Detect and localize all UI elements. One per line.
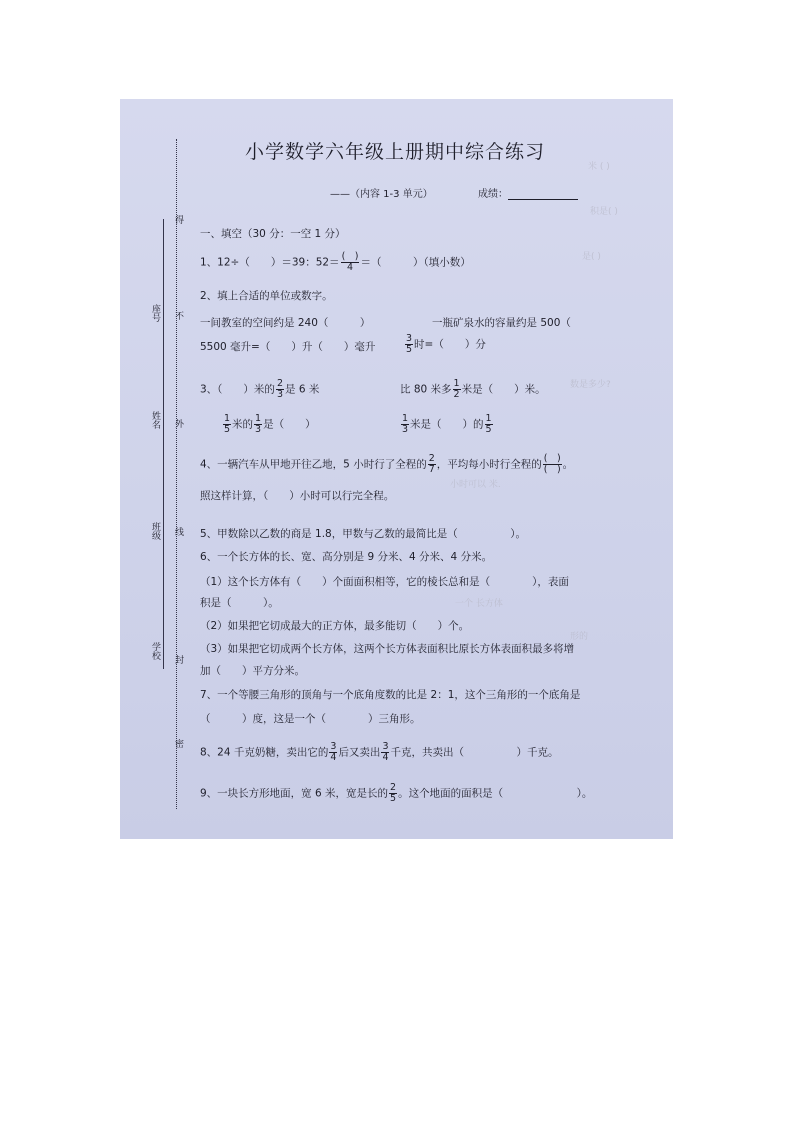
score-field [478,185,578,200]
q4-text-b: ，平均每小时行全程的 [436,458,542,471]
seal-char: 不 [173,311,183,320]
question-7: 7、一个等腰三角形的顶角与一个底角度数的比是 2：1，这个三角形的一个底角是 [200,689,581,701]
q4-fraction [428,454,436,475]
fraction-denominator: 4 [382,752,389,763]
q9-text-a: 9、一块长方形地面，宽 6 米，宽是长的 [200,787,389,800]
q4-answer-fraction [543,454,562,475]
fraction-denominator: 4 [347,262,354,273]
q3b-text: 比 80 米多 [400,383,452,396]
fraction-denominator: ( ) [543,464,561,475]
q2-line2-right [404,334,486,355]
q2-line1-right: 一瓶矿泉水的容量约是 500（ [432,317,571,329]
question-4-line2: 照这样计算，（ ）小时可以行完全程。 [200,490,395,502]
q3d-text: 米是（ ）的 [410,418,484,431]
q6-part1-a: （1）这个长方体有（ ）个面面积相等，它的棱长总和是（ ），表面 [200,576,569,588]
q2-fraction [405,334,413,355]
seal-line-outer [176,139,177,809]
fraction-denominator: 5 [406,344,413,355]
seal-char: 外 [173,419,183,428]
q3c-text-end: 是（ ） [263,418,316,431]
fraction-denominator: 5 [224,424,231,435]
question-3a [200,379,319,400]
question-8 [200,742,558,763]
q3b-fraction [453,379,461,400]
q8-text-a: 8、24 千克奶糖，卖出它的 [200,746,329,759]
fraction-numerator: 3 [330,741,337,752]
fraction-denominator: 3 [276,389,283,400]
score-blank [508,199,578,200]
class-label: 班级 [150,522,160,540]
scanned-exam-photo: 米 ( ) 积是( ) 是( ) 数是多少? 小时可以 米. 一个 长方体 形的 得 不 外 线 封 密 座号 姓名 班级 学校 小学数学六年级上册期中综合练习 ——（内容 1-3 单元） 成绩： 一、填空（30 分：一空 1 分） 1、12÷（ ）＝39：52＝ $\frac{( )}{4}$ ＝（ ）（填小数） 2、填上合适的单位或数字。 一间教室的空间约是 240（ ） 一瓶矿泉水的容量约是 500（ 5500 毫升=（ ）升（ ）毫升 $\frac{3}{5}$ 时=（ ）分 3、（ ）米的 $\frac{2}{3}$ 是 6 米 比 80 米多 $\frac{1}{2}$ 米是（ ）米。 $\frac{1}{5}$ 米的 $\frac{1}{3}$ 是（ ） $\frac{1}{3}$ 米是（ ）的 $\frac{1}{5}$ 4、一辆汽车从甲地开往乙地，5 小时行了全程的 $\frac{2}{7}$ ，平均每小时行全程的 $\frac{( )}{( )}$ 。 照这样计算，（ ）小时可以行完全程。 5、甲数除以乙数的商是 1.8，甲数与乙数的最简比是（ ）。 6、一个长方体的长、宽、高分别是 9 分米、4 分米、4 分米。 （1）这个长方体有（ ）个面面积相等，它的棱长总和是（ ），表面 积是（ ）。 （2）如果把它切成最大的正方体，最多能切（ ）个。 （3）如果把它切成两个长方体，这两个长方体表面积比原长方体表面积最多将增 加（ ）平方分米。 7、一个等腰三角形的顶角与一个底角度数的比是 2：1，这个三角形的一个底角是 （ ）度，这是一个（ ）三角形。 8、24 千克奶糖，卖出它的 $\frac{3}{4}$ 后又卖出 $\frac{3}{4}$ 千克，共卖出（ ）千克。 9、一块长方形地面，宽 6 米，宽是长的 $\frac{2}{5}$ 。这个地面的面积是（ ）。 [120,99,673,839]
fraction-denominator: 3 [255,424,262,435]
fraction-numerator: 1 [453,378,460,389]
fraction-numerator: 1 [402,413,409,424]
q4-end: 。 [562,458,574,471]
fraction-numerator: ( ) [341,251,359,262]
q3a-text-end: 是 6 米 [284,383,320,396]
seal-char: 得 [173,215,183,224]
q1-fraction [341,252,360,273]
seal-line-inner [163,219,164,669]
question-5: 5、甲数除以乙数的商是 1.8，甲数与乙数的最简比是（ ）。 [200,528,526,540]
seal-char: 封 [173,655,183,664]
q3c-text: 米的 [232,418,254,431]
q8-text-c: 千克，共卖出（ ）千克。 [390,746,559,759]
question-3b [400,379,546,400]
q8-fraction-2 [381,742,389,763]
q9-fraction [389,783,397,804]
seal-char: 密 [173,739,183,748]
subtitle: ——（内容 1-3 单元） [330,189,433,200]
name-label: 姓名 [150,411,160,429]
question-2-heading: 2、填上合适的单位或数字。 [200,290,333,302]
question-1 [200,252,471,273]
q1-text-a: 1、12÷（ ）＝39：52＝ [200,256,340,269]
q1-text-b: ＝（ ）（填小数） [360,256,471,269]
fraction-denominator: 5 [485,424,492,435]
school-label: 学校 [150,642,160,660]
q3c-fraction-1 [223,414,231,435]
fraction-numerator: 2 [428,453,435,464]
seat-number-label: 座号 [150,304,160,322]
question-6-heading: 6、一个长方体的长、宽、高分别是 9 分米、4 分米、4 分米。 [200,551,493,563]
question-4 [200,454,573,475]
question-3d [400,414,494,435]
question-7-line2: （ ）度，这是一个（ ）三角形。 [200,713,421,725]
q2-line2-left: 5500 毫升=（ ）升（ ）毫升 [200,341,376,353]
q3d-fraction-2 [485,414,493,435]
q6-part3-a: （3）如果把它切成两个长方体，这两个长方体表面积比原长方体表面积最多将增 [200,643,575,655]
q4-text-a: 4、一辆汽车从甲地开往乙地，5 小时行了全程的 [200,458,427,471]
q8-fraction-1 [329,742,337,763]
q3c-fraction-2 [254,414,262,435]
fraction-denominator: 3 [402,424,409,435]
fraction-denominator: 4 [330,752,337,763]
fraction-numerator: 1 [485,413,492,424]
fraction-numerator: 2 [276,378,283,389]
fraction-numerator: 3 [406,333,413,344]
score-label: 成绩： [478,189,508,200]
q6-part1-b: 积是（ ）。 [200,597,279,609]
question-9 [200,783,592,804]
q2-line1-left: 一间教室的空间约是 240（ ） [200,317,371,329]
q6-part3-b: 加（ ）平方分米。 [200,665,305,677]
q3b-text-end: 米是（ ）米。 [461,383,546,396]
fraction-numerator: 1 [224,413,231,424]
page-title: 小学数学六年级上册期中综合练习 [245,141,546,163]
fraction-denominator: 2 [453,389,460,400]
fraction-numerator: ( ) [543,453,561,464]
q3a-fraction [276,379,284,400]
fraction-numerator: 2 [390,782,397,793]
q8-text-b: 后又卖出 [338,746,381,759]
section-heading: 一、填空（30 分：一空 1 分） [200,228,346,240]
fraction-numerator: 3 [382,741,389,752]
q3d-fraction-1 [401,414,409,435]
question-3c [222,414,316,435]
q9-text-b: 。这个地面的面积是（ ）。 [398,787,593,800]
q3a-text: 3、（ ）米的 [200,383,275,396]
q2-text: 时=（ ）分 [414,338,486,351]
fraction-denominator: 7 [428,464,435,475]
fraction-denominator: 5 [390,793,397,804]
q6-part2: （2）如果把它切成最大的正方体，最多能切（ ）个。 [200,620,470,632]
fraction-numerator: 1 [255,413,262,424]
seal-char: 线 [173,527,183,536]
